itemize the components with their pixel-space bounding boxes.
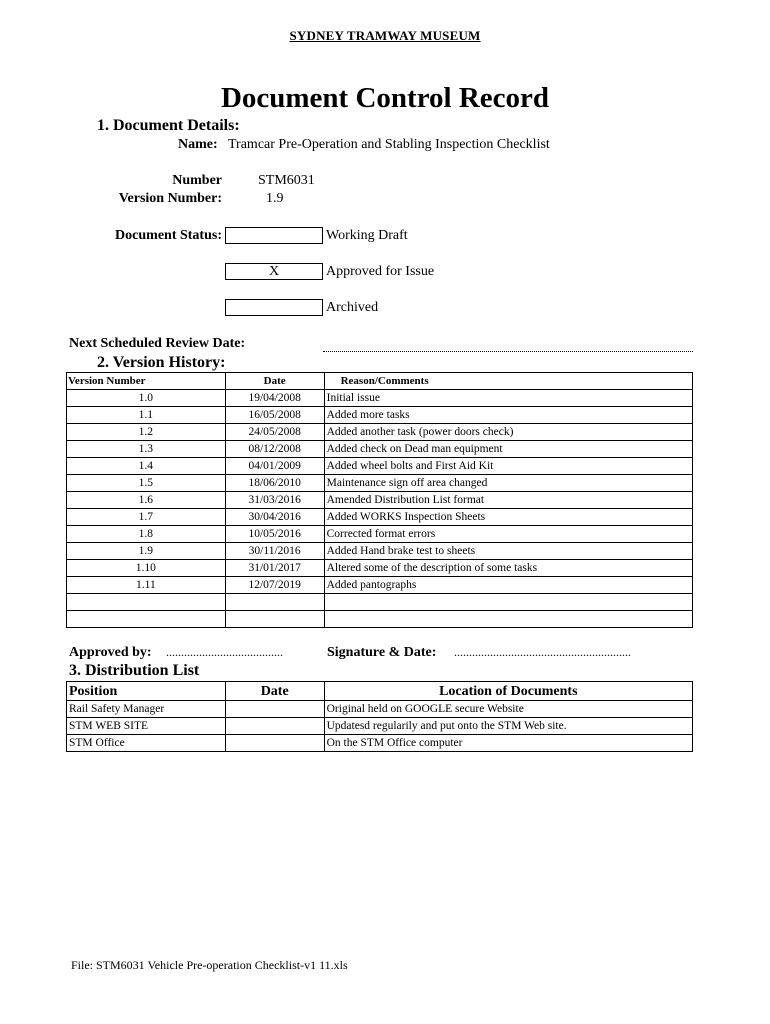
signature-date-label: Signature & Date: [327,645,437,660]
distribution-list-table [66,681,693,752]
column-header-version: Version Number [67,373,226,390]
date-cell [225,718,324,735]
table-row [67,611,693,628]
name-value: Tramcar Pre-Operation and Stabling Inspection Checklist [228,137,550,152]
table-row [67,475,693,492]
number-label: Number [172,173,222,188]
table-header-row [67,373,693,390]
name-label: Name: [178,137,218,152]
next-review-date-line[interactable] [323,351,693,352]
location-cell: Updatesd regularily and put onto the STM Web site. [324,718,692,735]
version-cell: 1.11 [67,577,226,594]
date-cell [225,594,324,611]
reason-cell: Added check on Dead man equipment [324,441,692,458]
status-checkbox-archived[interactable] [225,299,323,316]
reason-cell [324,594,692,611]
date-cell: 19/04/2008 [225,390,324,407]
column-header-position: Position [67,682,226,701]
position-cell: Rail Safety Manager [67,701,226,718]
position-cell: STM Office [67,735,226,752]
location-cell: Original held on GOOGLE secure Website [324,701,692,718]
version-cell: 1.0 [67,390,226,407]
column-header-reason: Reason/Comments [324,373,692,390]
table-row [67,441,693,458]
version-cell: 1.7 [67,509,226,526]
reason-cell: Added WORKS Inspection Sheets [324,509,692,526]
date-cell: 04/01/2009 [225,458,324,475]
reason-cell: Altered some of the description of some tasks [324,560,692,577]
table-row [67,735,693,752]
version-cell: 1.4 [67,458,226,475]
status-label-working-draft: Working Draft [326,228,408,243]
footer-file-name: File: STM6031 Vehicle Pre-operation Checklist-v1 11.xls [71,958,348,972]
reason-cell: Initial issue [324,390,692,407]
version-cell: 1.10 [67,560,226,577]
version-cell: 1.2 [67,424,226,441]
table-row [67,492,693,509]
date-cell: 24/05/2008 [225,424,324,441]
date-cell: 31/01/2017 [225,560,324,577]
reason-cell: Added wheel bolts and First Aid Kit [324,458,692,475]
approved-by-line[interactable]: ....................................... [166,645,283,659]
table-row [67,526,693,543]
table-row [67,424,693,441]
column-header-date: Date [225,682,324,701]
reason-cell: Added Hand brake test to sheets [324,543,692,560]
version-number-label: Version Number: [118,191,222,206]
reason-cell [324,611,692,628]
date-cell: 12/07/2019 [225,577,324,594]
date-cell: 16/05/2008 [225,407,324,424]
version-cell [67,611,226,628]
date-cell [225,611,324,628]
reason-cell: Corrected format errors [324,526,692,543]
next-review-date-label: Next Scheduled Review Date: [69,336,246,351]
table-row [67,390,693,407]
approved-by-label: Approved by: [69,645,152,660]
table-header-row [67,682,693,701]
status-label-archived: Archived [326,300,379,315]
table-row [67,407,693,424]
date-cell: 08/12/2008 [225,441,324,458]
date-cell [225,735,324,752]
table-row [67,560,693,577]
signature-date-line[interactable]: ........................................................... [454,645,631,659]
location-cell: On the STM Office computer [324,735,692,752]
version-cell: 1.5 [67,475,226,492]
organization-name: SYDNEY TRAMWAY MUSEUM [289,28,481,43]
document-status-label: Document Status: [115,228,222,243]
distribution-list-heading: 3. Distribution List [69,662,200,679]
reason-cell: Maintenance sign off area changed [324,475,692,492]
status-label-approved: Approved for Issue [326,264,435,279]
reason-cell: Added pantographs [324,577,692,594]
version-cell: 1.1 [67,407,226,424]
version-cell: 1.8 [67,526,226,543]
date-cell: 31/03/2016 [225,492,324,509]
reason-cell: Added more tasks [324,407,692,424]
version-number-value: 1.9 [266,191,284,206]
table-row [67,543,693,560]
table-row [67,701,693,718]
version-cell: 1.9 [67,543,226,560]
table-row [67,594,693,611]
table-row [67,509,693,526]
column-header-date: Date [225,373,324,390]
date-cell [225,701,324,718]
reason-cell: Amended Distribution List format [324,492,692,509]
date-cell: 10/05/2016 [225,526,324,543]
version-cell: 1.3 [67,441,226,458]
status-checkbox-working-draft[interactable] [225,227,323,244]
version-cell: 1.6 [67,492,226,509]
number-value: STM6031 [258,173,315,188]
position-cell: STM WEB SITE [67,718,226,735]
version-cell [67,594,226,611]
page-title: Document Control Record [220,82,550,114]
column-header-location: Location of Documents [324,682,692,701]
date-cell: 30/11/2016 [225,543,324,560]
table-row [67,458,693,475]
reason-cell: Added another task (power doors check) [324,424,692,441]
document-details-heading: 1. Document Details: [97,117,240,134]
date-cell: 30/04/2016 [225,509,324,526]
version-history-table [66,372,693,628]
version-history-heading: 2. Version History: [97,354,226,371]
date-cell: 18/06/2010 [225,475,324,492]
table-row [67,577,693,594]
status-checkbox-approved[interactable]: X [225,263,323,280]
table-row [67,718,693,735]
